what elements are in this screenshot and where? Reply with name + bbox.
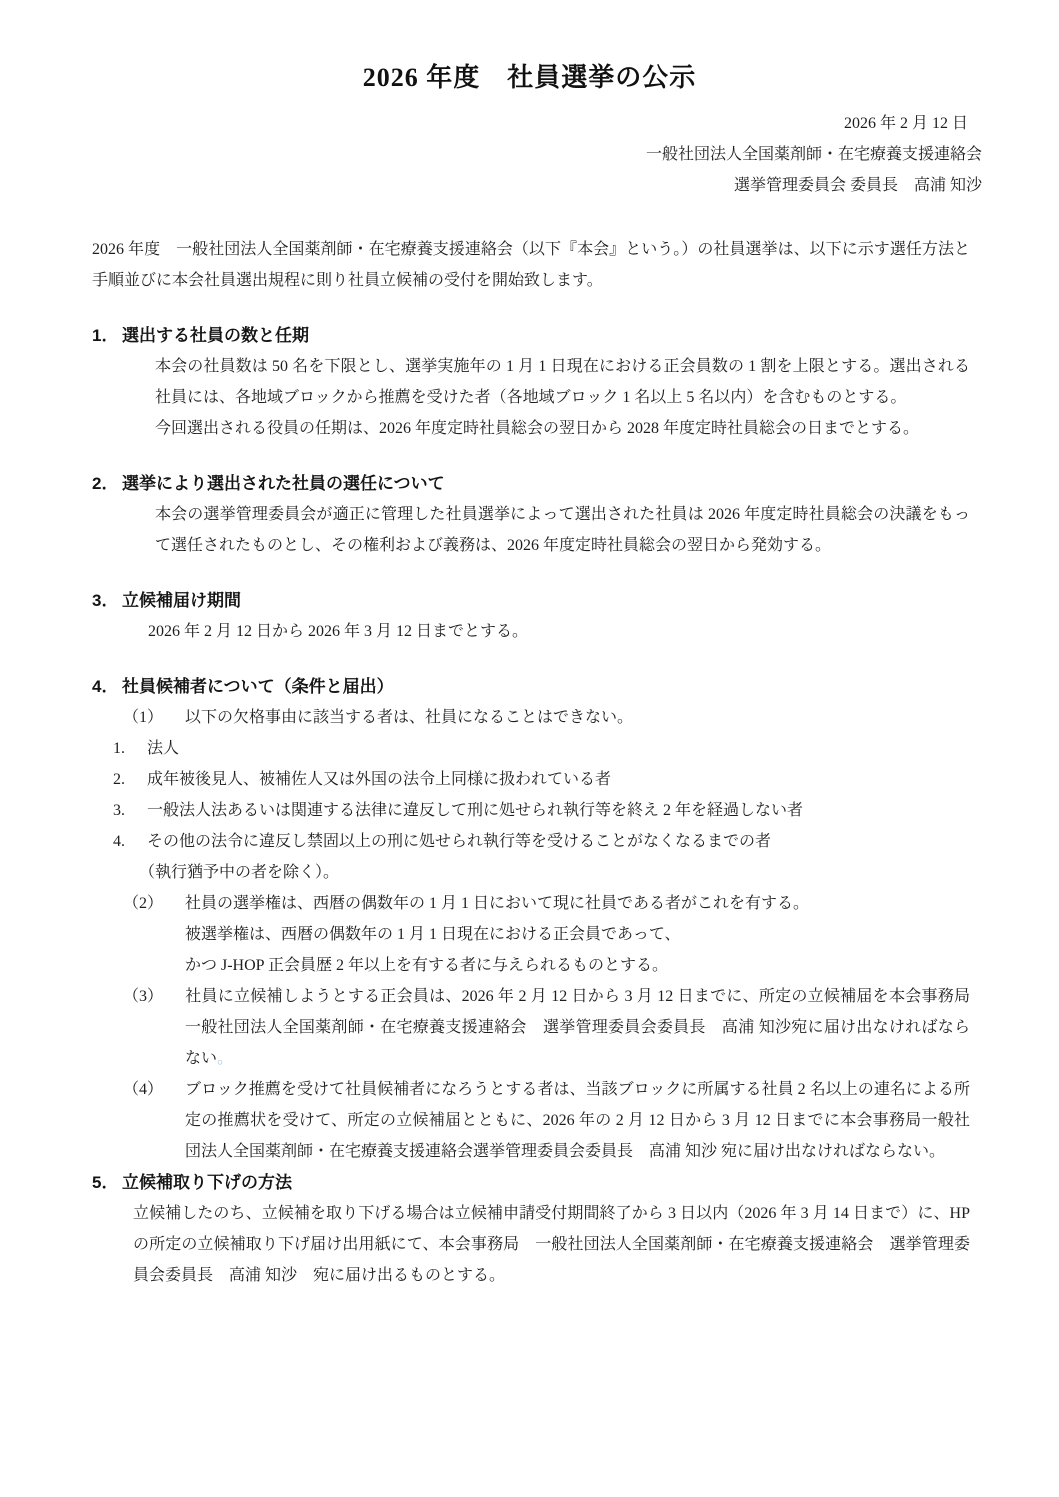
section-2-paragraph: 本会の選挙管理委員会が適正に管理した社員選挙によって選出された社員は 2026 年度定時社員総会の決議をもって選任されたものとし、その権利および義務は、2026 年度定時社員総会の翌日から発効する。 [155, 506, 970, 554]
clause-2 [123, 888, 970, 919]
list-item [113, 733, 970, 764]
section-1-title: 選出する社員の数と任期 [122, 326, 309, 345]
section-3-paragraph: 2026 年 2 月 12 日から 2026 年 3 月 12 日までとする。 [148, 623, 529, 640]
section-5-number: 5． [92, 1173, 119, 1192]
section-5-paragraph: 立候補したのち、立候補を取り下げる場合は立候補申請受付期間終了から 3 日以内（2026 年 3 月 14 日まで）に、HP の所定の立候補取り下げ届け出用紙にて、本会事務局 一般社団法人全国薬剤師・在宅療養支援連絡会 選挙管理委員会委員長 高浦 知沙 宛に届け出るものとする。 [133, 1205, 970, 1284]
clause-3-text: 社員に立候補しようとする正会員は、2026 年 2 月 12 日から 3 月 12 日までに、所定の立候補届を本会事務局 一般社団法人全国薬剤師・在宅療養支援連絡会 選挙管理委員会委員長 高浦 知沙宛に届け出なければならない [185, 988, 987, 1067]
list-item [113, 764, 970, 795]
clause-2-text: かつ J-HOP 正会員歴 2 年以上を有する者に与えられるものとする。 [185, 957, 668, 974]
clause-2-text: 被選挙権は、西暦の偶数年の 1 月 1 日現在における正会員であって、 [185, 926, 681, 943]
section-3-number: 3． [92, 591, 119, 610]
section-4-heading [92, 671, 970, 702]
section-1-heading [92, 320, 970, 351]
list-item-number: 3. [113, 802, 125, 819]
clause-2-text: 社員の選挙権は、西暦の偶数年の 1 月 1 日において現に社員である者がこれを有する。 [185, 895, 810, 912]
list-item-number: 4. [113, 833, 125, 850]
list-item-text: 法人 [147, 740, 180, 757]
section-2-title: 選挙により選出された社員の選任について [122, 474, 445, 493]
list-item-text: その他の法令に違反し禁固以上の刑に処せられ執行等を受けることがなくなるまでの者 [147, 833, 772, 850]
organization-name: 一般社団法人全国薬剤師・在宅療養支援連絡会 [645, 146, 982, 163]
clause-1 [123, 702, 970, 733]
list-item-text: 成年被後見人、被補佐人又は外国の法令上同様に扱われている者 [147, 771, 612, 788]
clause-1-marker: （1） [123, 709, 164, 726]
document-title: 2026 年度 社員選挙の公示 [362, 63, 697, 92]
clause-3-period-highlight: 。 [217, 1050, 234, 1067]
list-item [113, 795, 970, 826]
section-5-heading [92, 1167, 970, 1198]
intro-paragraph: 2026 年度 一般社団法人全国薬剤師・在宅療養支援連絡会（以下『本会』という。）の社員選挙は、以下に示す選任方法と手順並びに本会社員選出規程に則り社員立候補の受付を開始致します。 [92, 241, 970, 289]
clause-1-text: 以下の欠格事由に該当する者は、社員になることはできない。 [185, 709, 634, 726]
section-1-number: 1． [92, 326, 119, 345]
header-block [0, 108, 982, 201]
section-4-title: 社員候補者について（条件と届出） [122, 677, 394, 696]
section-3-heading [92, 585, 970, 616]
list-item-number: 2. [113, 771, 125, 788]
section-5-title: 立候補取り下げの方法 [122, 1173, 292, 1192]
clause-2-marker: （2） [123, 895, 164, 912]
section-1-paragraph: 本会の社員数は 50 名を下限とし、選挙実施年の 1 月 1 日現在における正会員数の 1 割を上限とする。選出される社員には、各地域ブロックから推薦を受けた者（各地域ブロック 1 名以上 5 名以内）を含むものとする。 [155, 358, 970, 406]
clause-4-marker: （4） [123, 1081, 164, 1098]
section-2-heading [92, 468, 970, 499]
issue-date: 2026 年 2 月 12 日 [843, 115, 968, 132]
list-item-note: （執行猶予中の者を除く）。 [139, 864, 340, 881]
section-1-paragraph: 今回選出される役員の任期は、2026 年度定時社員総会の翌日から 2028 年度定時社員総会の日までとする。 [155, 420, 920, 437]
section-4-number: 4． [92, 677, 119, 696]
section-3-title: 立候補届け期間 [122, 591, 241, 610]
clause-4-text: ブロック推薦を受けて社員候補者になろうとする者は、当該ブロックに所属する社員 2 名以上の連名による所定の推薦状を受けて、所定の立候補届とともに、2026 年の 2 月 12 日から 3 月 12 日までに本会事務局一般社団法人全国薬剤師・在宅療養支援連絡会選挙管理委員会委員長 高浦 知沙 宛に届け出なければならない。 [185, 1081, 970, 1160]
list-item-number: 1. [113, 740, 125, 757]
clause-3-marker: （3） [123, 988, 164, 1005]
section-2-number: 2． [92, 474, 119, 493]
clause-3 [123, 981, 987, 1074]
list-item-text: 一般法人法あるいは関連する法律に違反して刑に処せられ執行等を終え 2 年を経過しない者 [147, 802, 804, 819]
committee-chair-line: 選挙管理委員会 委員長 高浦 知沙 [733, 177, 982, 194]
clause-4 [123, 1074, 970, 1167]
list-item [113, 826, 970, 857]
